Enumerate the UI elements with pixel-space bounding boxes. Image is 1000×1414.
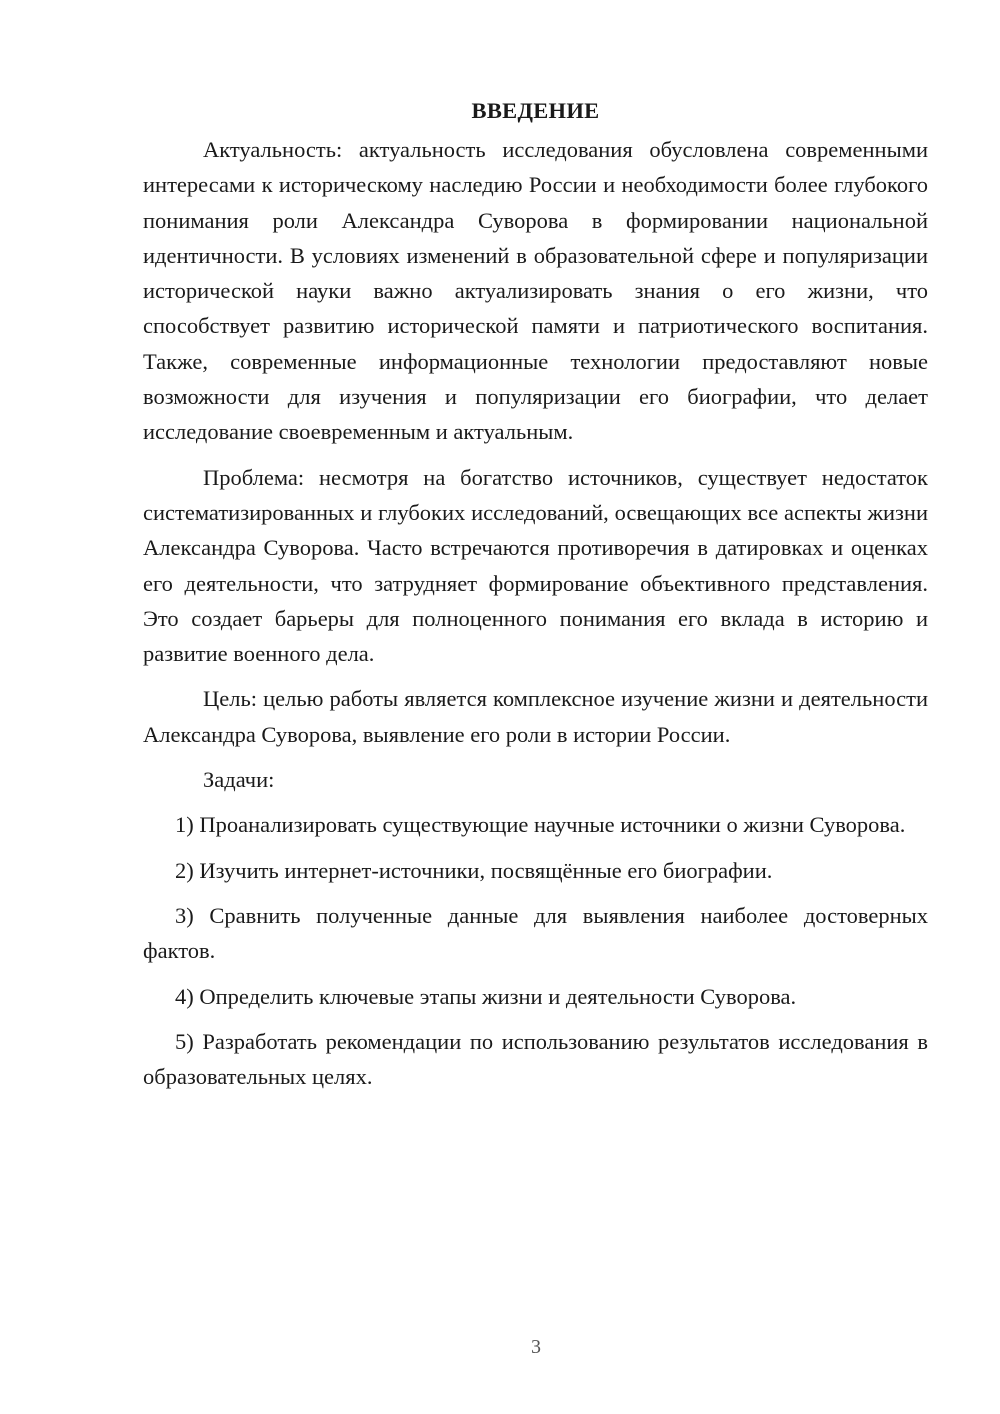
tasks-list <box>143 807 928 1094</box>
paragraph-goal: Цель: целью работы является комплексное изучение жизни и деятельности Александра Суворова, выявление его роли в истории России. <box>143 686 928 747</box>
task-item: 4) Определить ключевые этапы жизни и деятельности Суворова. <box>175 983 797 1009</box>
task-item: 3) Сравнить полученные данные для выявления наиболее достоверных фактов. <box>143 902 928 964</box>
document-page <box>143 96 928 1104</box>
task-item: 2) Изучить интернет-источники, посвящённые его биографии. <box>175 857 773 883</box>
page-number: 3 <box>531 1336 541 1358</box>
tasks-heading: Задачи: <box>203 767 275 793</box>
task-item: 1) Проанализировать существующие научные источники о жизни Суворова. <box>175 812 906 838</box>
section-title: ВВЕДЕНИЕ <box>471 98 600 123</box>
paragraph-relevance: Актуальность: актуальность исследования обусловлена современными интересами к историческому наследию России и необходимости более глубокого понимания роли Александра Суворова в формировании национальной идентичности. В условиях изменений в образовательной сфере и популяризации исторической науки важно актуализировать знания о его жизни, что способствует развитию исторической памяти и патриотического воспитания. Также, современные информационные технологии предоставляют новые возможности для изучения и популяризации его биографии, что делает исследование своевременным и актуальным. <box>143 137 928 445</box>
task-item: 5) Разработать рекомендации по использованию результатов исследования в образовательных целях. <box>143 1028 928 1090</box>
paragraph-problem: Проблема: несмотря на богатство источников, существует недостаток систематизированных и глубоких исследований, освещающих все аспекты жизни Александра Суворова. Часто встречаются противоречия в датировках и оценках его деятельности, что затрудняет формирование объективного представления. Это создает барьеры для полноценного понимания его вклада в историю и развитие военного дела. <box>143 464 928 667</box>
